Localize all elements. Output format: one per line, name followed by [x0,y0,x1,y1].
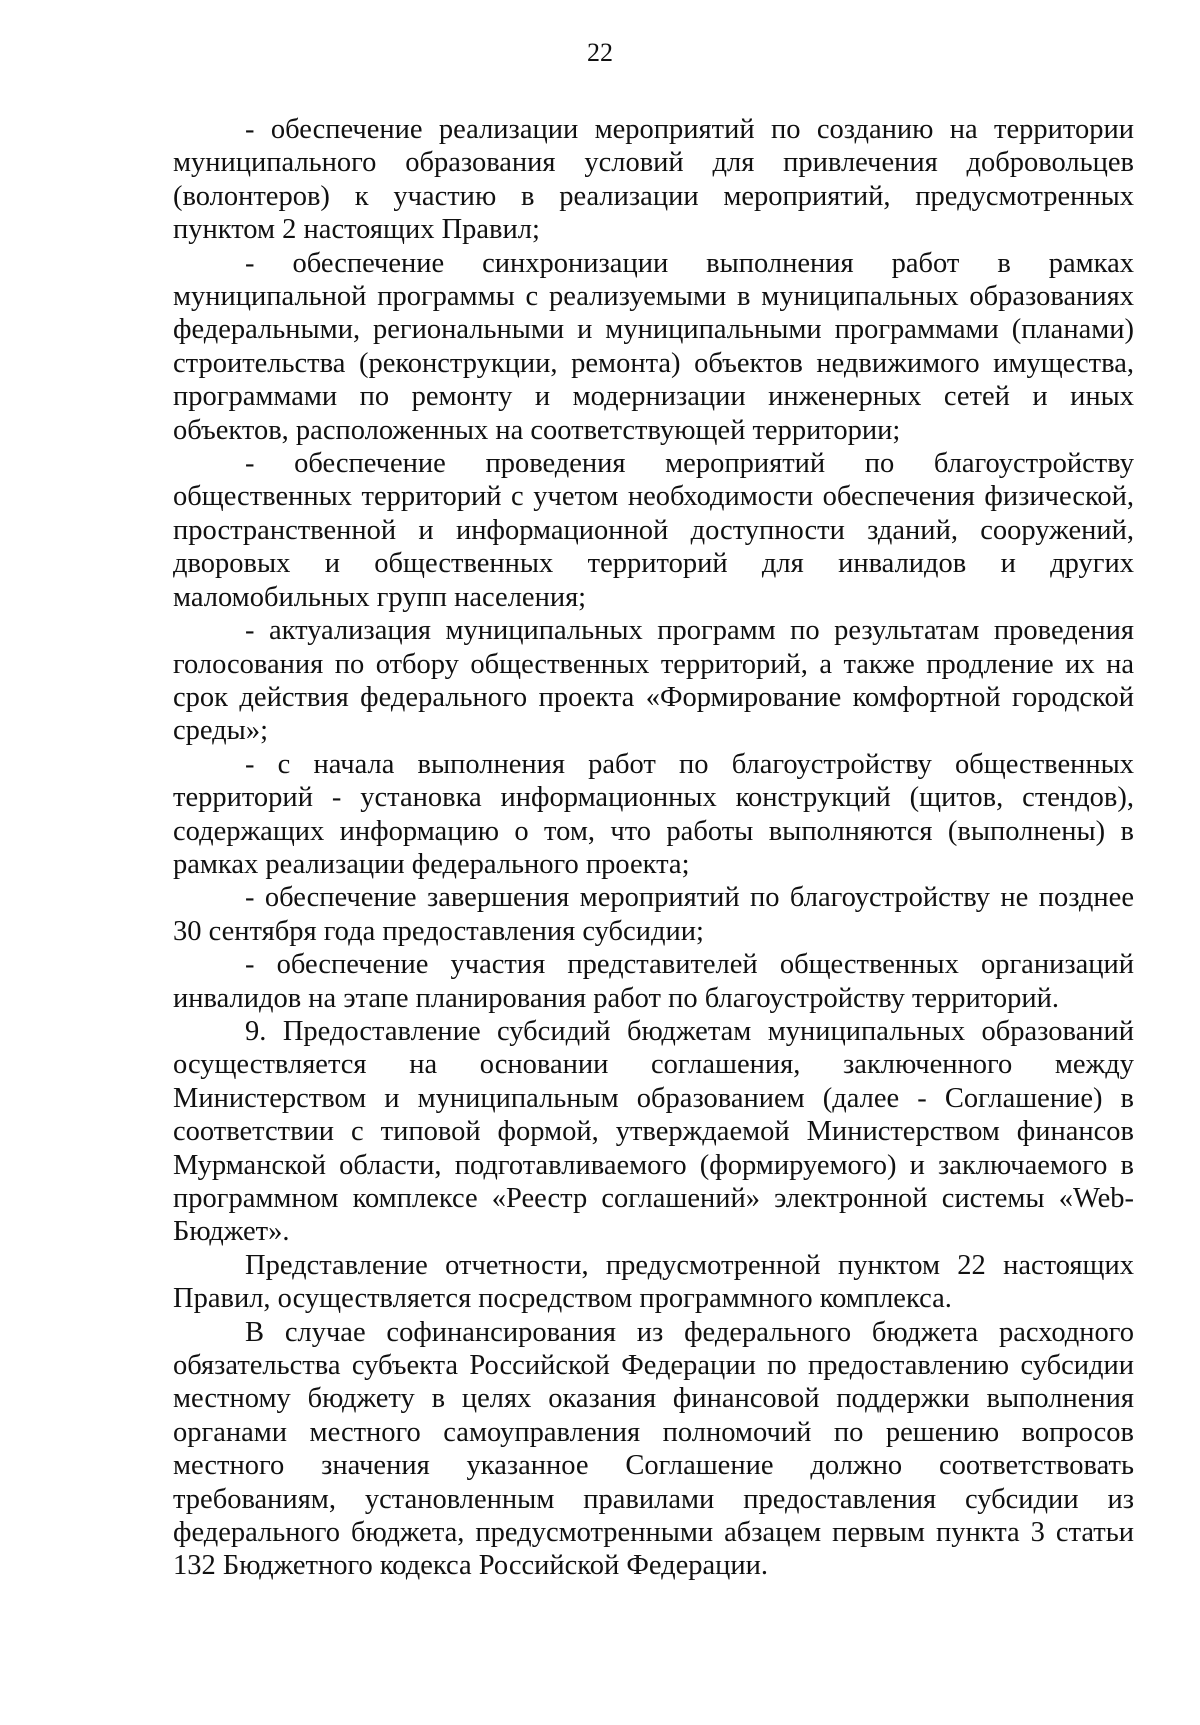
page-number: 22 [587,38,613,67]
paragraph-accessibility: - обеспечение проведения мероприятий по благоустройству общественных территорий с учетом необходимости обеспечения физической, пространственной и информационной доступности зданий, сооружений, дворовых и общественных территорий для инвалидов и других маломобильных групп населения; [173,448,1134,613]
paragraph-completion-deadline: - обеспечение завершения мероприятий по благоустройству не позднее 30 сентября года предоставления субсидии; [173,882,1134,947]
paragraph-cofinancing: В случае софинансирования из федерального бюджета расходного обязательства субъекта Российской Федерации по предоставлению субсидии местному бюджету в целях оказания финансовой поддержки выполнения органами местного самоуправления полномочий по решению вопросов местного значения указанное Соглашение должно соответствовать требованиям, установленным правилами предоставления субсидии из федерального бюджета, предусмотренными абзацем первым пункта 3 статьи 132 Бюджетного кодекса Российской Федерации. [173,1316,1134,1582]
paragraph-reporting: Представление отчетности, предусмотренной пунктом 22 настоящих Правил, осуществляется посредством программного комплекса. [173,1249,1134,1315]
paragraph-information-boards: - с начала выполнения работ по благоустройству общественных территорий - установка информационных конструкций (щитов, стендов), содержащих информацию о том, что работы выполняются (выполнены) в рамках реализации федерального проекта; [173,748,1134,880]
paragraph-program-update: - актуализация муниципальных программ по результатам проведения голосования по отбору общественных территорий, а также продление их на срок действия федерального проекта «Формирование комфортной городской среды»; [173,615,1134,747]
document-body [173,113,1134,1583]
paragraph-synchronization: - обеспечение синхронизации выполнения работ в рамках муниципальной программы с реализуемыми в муниципальных образованиях федеральными, региональными и муниципальными программами (планами) строительства (реконструкции, ремонта) объектов недвижимого имущества, программами по ремонту и модернизации инженерных сетей и иных объектов, расположенных на соответствующей территории; [173,247,1134,446]
paragraph-item-9-agreement: 9. Предоставление субсидий бюджетам муниципальных образований осуществляется на основании соглашения, заключенного между Министерством и муниципальным образованием (далее - Соглашение) в соответствии с типовой формой, утверждаемой Министерством финансов Мурманской области, подготавливаемого (формируемого) и заключаемого в программном комплексе «Реестр соглашений» электронной системы «Web-Бюджет». [173,1015,1134,1248]
paragraph-volunteers: - обеспечение реализации мероприятий по созданию на территории муниципального образования условий для привлечения добровольцев (волонтеров) к участию в реализации мероприятий, предусмотренных пунктом 2 настоящих Правил; [173,114,1134,246]
paragraph-disabled-organizations: - обеспечение участия представителей общественных организаций инвалидов на этапе планирования работ по благоустройству территорий. [173,949,1134,1014]
